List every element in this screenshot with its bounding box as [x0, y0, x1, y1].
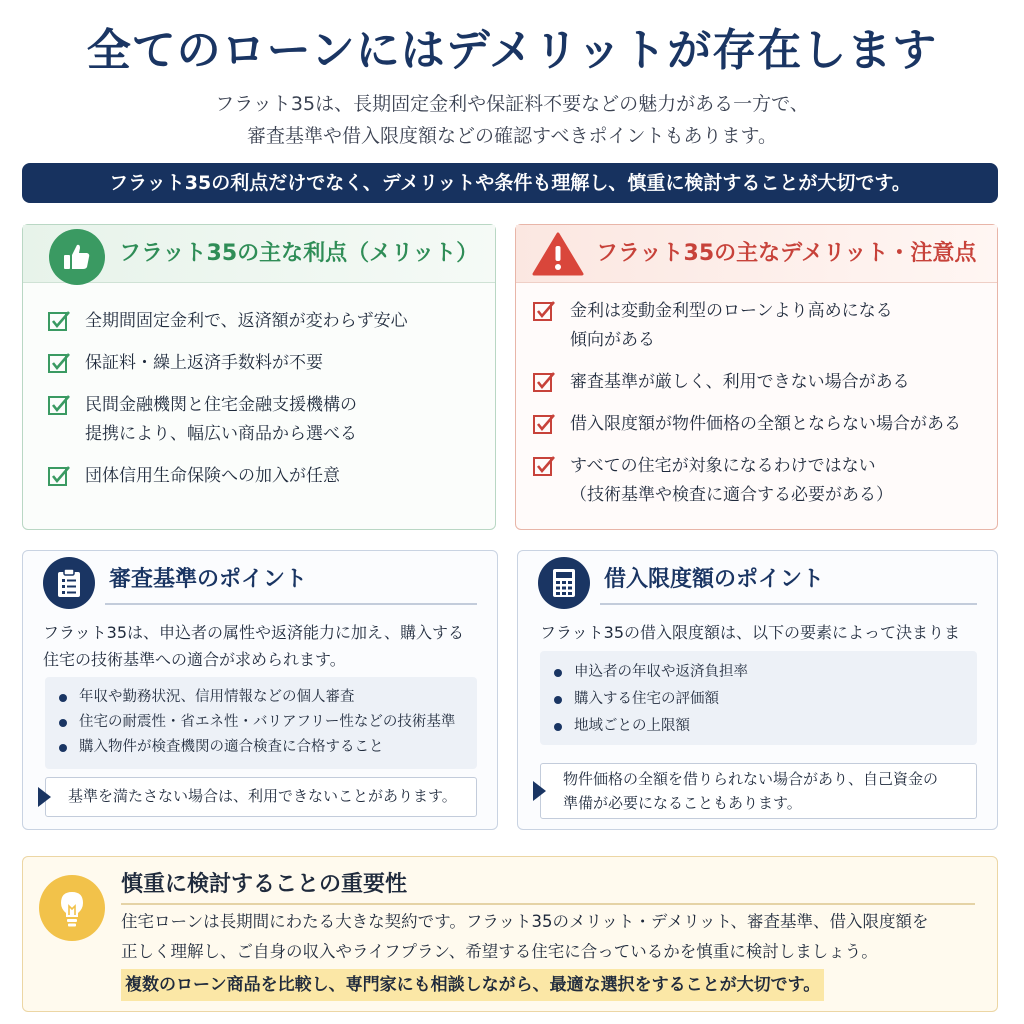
borrowing-limit-card: [517, 550, 998, 830]
red-checkbox-icon: [532, 299, 558, 325]
demerit-card-title: フラット35の主なデメリット・注意点: [596, 241, 977, 266]
list-item: 住宅の耐震性・省エネ性・バリアフリー性などの技術基準: [59, 710, 465, 735]
red-checkbox-icon: [532, 454, 558, 480]
careful-body-text: 住宅ローンは長期間にわたる大きな契約です。フラット35のメリット・デメリット、審査基準、借入限度額を 正しく理解し、ご自身の収入やライフプラン、希望する住宅に合っているかを慎重に検討しましょう。: [121, 912, 929, 961]
summary-banner: フラット35の利点だけでなく、デメリットや条件も理解し、慎重に検討することが大切です。: [22, 163, 998, 203]
calculator-icon: [538, 557, 590, 609]
merit-item: 全期間固定金利で、返済額が変わらず安心: [47, 307, 477, 336]
page-title: 全てのローンにはデメリットが存在します: [86, 25, 938, 76]
merit-item: 民間金融機関と住宅金融支援機構の 提携により、幅広い商品から選べる: [47, 391, 477, 449]
careful-consideration-card: [22, 856, 998, 1012]
bullet-icon: [554, 696, 562, 704]
list-item: 年収や勤務状況、信用情報などの個人審査: [59, 685, 465, 710]
demerit-item: 審査基準が厳しく、利用できない場合がある: [532, 368, 983, 397]
list-item: 地域ごとの上限額: [554, 713, 965, 740]
review-note: 基準を満たさない場合は、利用できないことがあります。: [45, 777, 477, 817]
merit-item: 保証料・繰上返済手数料が不要: [47, 349, 477, 378]
green-checkbox-icon: [47, 464, 73, 490]
demerit-item: すべての住宅が対象になるわけではない （技術基準や検査に適合する必要がある）: [532, 452, 983, 510]
green-checkbox-icon: [47, 309, 73, 335]
careful-card-title: 慎重に検討することの重要性: [121, 872, 408, 897]
subtitle-line-2: 審査基準や借入限度額などの確認すべきポイントもあります。: [246, 125, 778, 147]
divider: [600, 603, 977, 605]
review-lead-text: フラット35は、申込者の属性や返済能力に加え、購入する 住宅の技術基準への適合が求められます。: [43, 623, 465, 669]
red-checkbox-icon: [532, 412, 558, 438]
divider: [121, 903, 975, 905]
green-checkbox-icon: [47, 393, 73, 419]
list-item: 申込者の年収や返済負担率: [554, 659, 965, 686]
demerit-card: [515, 224, 998, 530]
bullet-icon: [554, 669, 562, 677]
highlighted-advice: 複数のローン商品を比較し、専門家にも相談しながら、最適な選択をすることが大切です。: [121, 969, 824, 1001]
review-bullet-list: [45, 677, 477, 769]
merit-card: [22, 224, 496, 530]
demerit-item: 金利は変動金利型のローンより高めになる 傾向がある: [532, 297, 983, 355]
lightbulb-icon: [39, 875, 105, 941]
triangle-pointer-icon: [533, 781, 546, 801]
thumbs-up-icon: [49, 229, 105, 285]
warning-icon: [532, 231, 584, 281]
merit-list: [47, 307, 477, 504]
bullet-icon: [59, 694, 67, 702]
clipboard-icon: [43, 557, 95, 609]
red-checkbox-icon: [532, 370, 558, 396]
page-subtitle: [0, 88, 1024, 152]
review-card-header: [23, 551, 497, 609]
merit-item: 団体信用生命保険への加入が任意: [47, 462, 477, 491]
limit-note: 物件価格の全額を借りられない場合があり、自己資金の 準備が必要になることもあります。: [540, 763, 977, 819]
bullet-icon: [554, 723, 562, 731]
limit-lead-text: フラット35の借入限度額は、以下の要素によって決まりま: [540, 623, 961, 642]
divider: [105, 603, 477, 605]
demerit-list: [532, 297, 983, 523]
list-item: 購入する住宅の評価額: [554, 686, 965, 713]
demerit-item: 借入限度額が物件価格の全額とならない場合がある: [532, 410, 983, 439]
bullet-icon: [59, 719, 67, 727]
triangle-pointer-icon: [38, 787, 51, 807]
list-item: 購入物件が検査機関の適合検査に合格すること: [59, 735, 465, 760]
merit-card-title: フラット35の主な利点（メリット）: [119, 241, 479, 266]
limit-card-title: 借入限度額のポイント: [604, 567, 825, 592]
green-checkbox-icon: [47, 351, 73, 377]
merit-card-header: [23, 225, 495, 283]
demerit-card-header: [516, 225, 997, 283]
review-criteria-card: [22, 550, 498, 830]
limit-card-header: [518, 551, 997, 609]
subtitle-line-1: フラット35は、長期固定金利や保証料不要などの魅力がある一方で、: [215, 93, 809, 115]
review-card-title: 審査基準のポイント: [109, 567, 308, 592]
limit-bullet-list: [540, 651, 977, 745]
bullet-icon: [59, 744, 67, 752]
